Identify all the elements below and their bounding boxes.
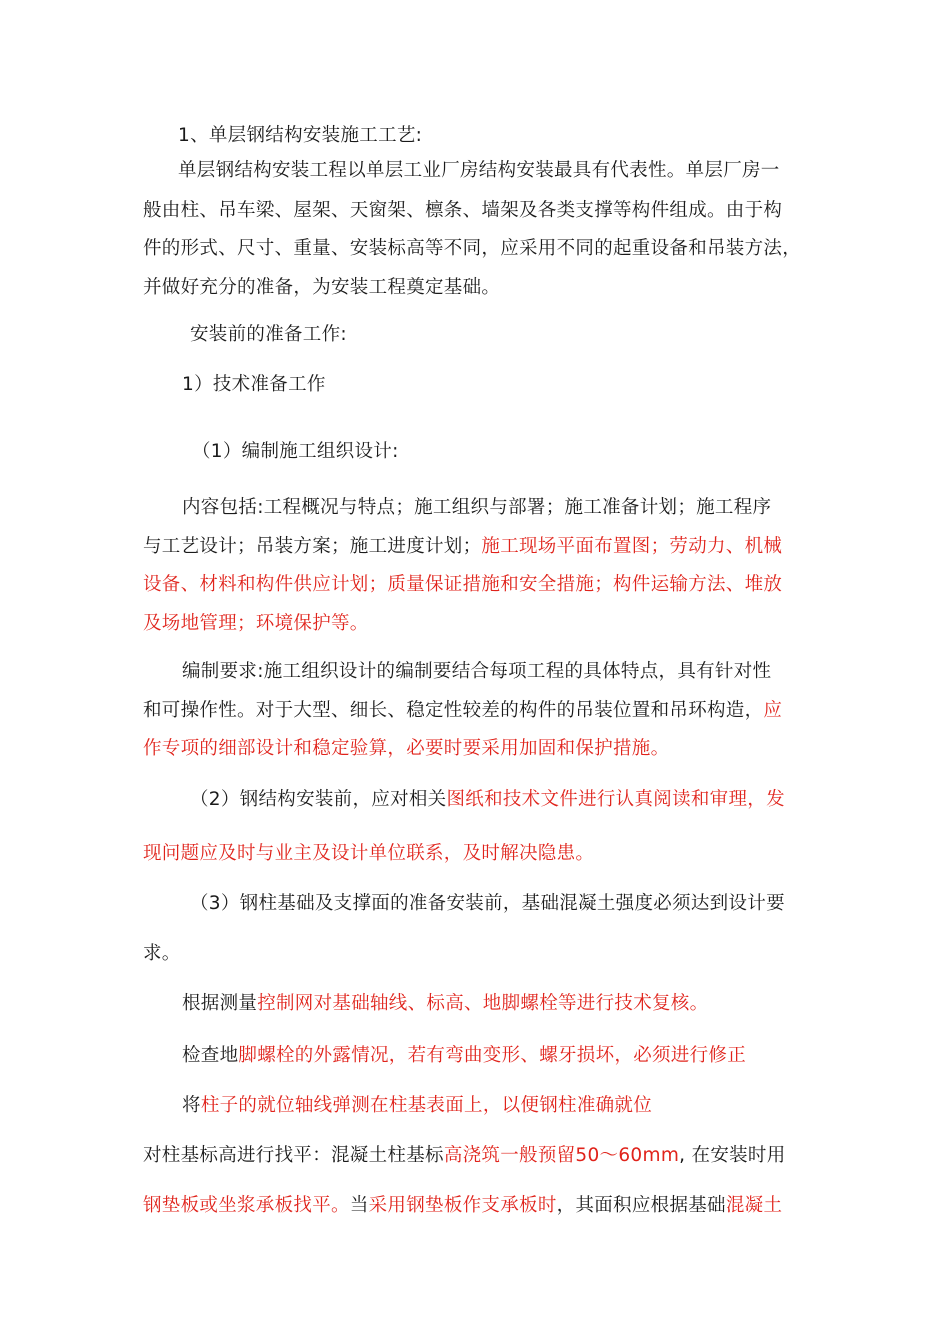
- requirements-line-2-highlight: 应: [763, 700, 783, 721]
- requirements-line-3: 作专项的细部设计和稳定验算，必要时要采用加固和保护措施。: [143, 738, 670, 759]
- level-line-1-tail: , 在安装时用: [679, 1145, 786, 1166]
- intro-line-2: 般由柱、吊车梁、屋架、天窗架、檩条、墙架及各类支撑等构件组成。由于构: [143, 200, 783, 221]
- content-line-2-normal: 与工艺设计；吊装方案；施工进度计划；: [143, 536, 482, 557]
- check-normal: 检查地: [182, 1045, 239, 1066]
- item1-title: （1）编制施工组织设计:: [192, 441, 399, 462]
- section-heading: 1、单层钢结构安装施工工艺:: [178, 125, 423, 146]
- axis-highlight: 柱子的就位轴线弹测在柱基表面上，以便钢柱准确就位: [200, 1095, 653, 1116]
- content-line-2-highlight: 施工现场平面布置图；劳动力、机械: [481, 536, 783, 557]
- content-line-4: 及场地管理；环境保护等。: [143, 613, 369, 634]
- item3-line-2: 求。: [143, 943, 181, 964]
- prep-title: 安装前的准备工作:: [190, 324, 347, 345]
- level-line-1: [143, 1144, 786, 1168]
- level-line-1-number: 50～60mm: [575, 1145, 680, 1166]
- intro-line-1: 单层钢结构安装工程以单层工业厂房结构安装最具有代表性。单层厂房一: [178, 160, 780, 181]
- check-line: [182, 1044, 746, 1068]
- axis-normal: 将: [182, 1095, 201, 1116]
- item2-line-1: [190, 788, 785, 812]
- check-highlight: 脚螺栓的外露情况，若有弯曲变形、螺牙损坏，必须进行修正: [238, 1045, 747, 1066]
- intro-line-4: 并做好充分的准备，为安装工程奠定基础。: [143, 277, 501, 298]
- content-line-3: 设备、材料和构件供应计划；质量保证措施和安全措施；构件运输方法、堆放: [143, 574, 783, 595]
- level-line-2-highlight-b: 采用钢垫板作支承板时: [368, 1195, 557, 1216]
- content-line-1: 内容包括:工程概况与特点；施工组织与部署；施工准备计划；施工程序: [182, 497, 772, 518]
- level-line-1-normal: 对柱基标高进行找平：混凝土柱基标: [143, 1145, 444, 1166]
- survey-highlight: 控制网对基础轴线、标高、地脚螺栓等进行技术复核。: [257, 993, 709, 1014]
- level-line-2-highlight-a: 钢垫板或坐浆承板找平。: [143, 1195, 350, 1216]
- tech-prep-title: 1）技术准备工作: [182, 374, 326, 395]
- requirements-line-2-normal: 和可操作性。对于大型、细长、稳定性较差的构件的吊装位置和吊环构造，: [143, 700, 764, 721]
- level-line-1-highlight: 高浇筑一般预留: [443, 1145, 576, 1166]
- level-line-2: [143, 1194, 782, 1218]
- requirements-line-1: 编制要求:施工组织设计的编制要结合每项工程的具体特点，具有针对性: [182, 661, 772, 682]
- intro-line-3: 件的形式、尺寸、重量、安装标高等不同，应采用不同的起重设备和吊装方法，: [143, 238, 802, 259]
- axis-line: [182, 1094, 652, 1118]
- item2-line-1-highlight: 图纸和技术文件进行认真阅读和审理，发: [446, 789, 785, 810]
- item2-line-1-normal: （2）钢结构安装前，应对相关: [190, 789, 447, 810]
- item3-line-1: （3）钢柱基础及支撑面的准备安装前，基础混凝土强度必须达到设计要: [190, 893, 785, 914]
- level-line-2-normal-b: ，其面积应根据基础: [556, 1195, 726, 1216]
- level-line-2-normal-a: 当: [349, 1195, 369, 1216]
- requirements-line-2: [143, 699, 782, 723]
- content-line-2: [143, 535, 782, 559]
- level-line-2-highlight-c: 混凝土: [725, 1195, 783, 1216]
- item2-line-2: 现问题应及时与业主及设计单位联系，及时解决隐患。: [143, 843, 595, 864]
- survey-normal: 根据测量: [182, 993, 258, 1014]
- survey-line: [182, 992, 708, 1016]
